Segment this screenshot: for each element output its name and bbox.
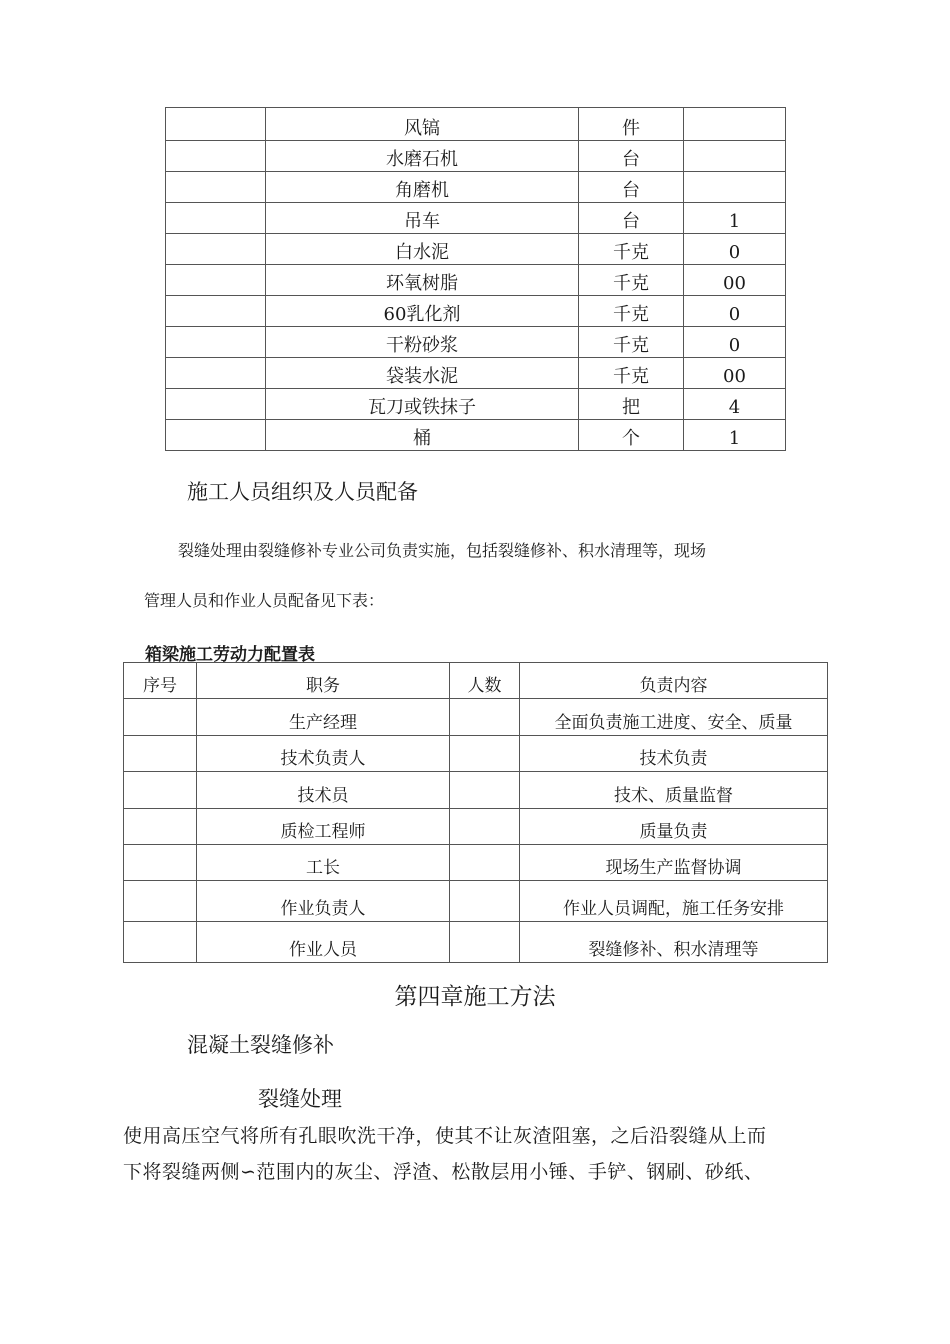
equipment-blank-cell	[166, 296, 266, 327]
labor-role-cell: 生产经理	[197, 699, 450, 736]
labor-row	[124, 699, 828, 736]
equipment-row	[166, 265, 786, 296]
header-duty: 负责内容	[520, 663, 828, 699]
equipment-qty-cell: 0	[684, 234, 786, 265]
labor-no-cell	[124, 809, 197, 845]
labor-duty-cell: 技术、质量监督	[520, 772, 828, 809]
labor-count-cell	[450, 699, 520, 736]
equipment-qty-cell: 4	[684, 389, 786, 420]
equipment-row	[166, 327, 786, 358]
paragraph-line-2: 管理人员和作业人员配备见下表：	[144, 591, 385, 610]
equipment-unit-cell: 把	[579, 389, 684, 420]
labor-row	[124, 881, 828, 922]
equipment-name-cell: 环氧树脂	[266, 265, 579, 296]
equipment-row	[166, 420, 786, 451]
equipment-qty-cell: 1	[684, 420, 786, 451]
equipment-blank-cell	[166, 172, 266, 203]
equipment-qty-cell: 0	[684, 327, 786, 358]
equipment-unit-cell: 台	[579, 141, 684, 172]
equipment-blank-cell	[166, 234, 266, 265]
header-no: 序号	[124, 663, 197, 699]
chapter-title: 第四章施工方法	[394, 984, 556, 1010]
equipment-unit-cell: 台	[579, 172, 684, 203]
equipment-blank-cell	[166, 389, 266, 420]
labor-no-cell	[124, 922, 197, 963]
equipment-blank-cell	[166, 141, 266, 172]
equipment-blank-cell	[166, 420, 266, 451]
equipment-blank-cell	[166, 108, 266, 141]
labor-count-cell	[450, 845, 520, 881]
labor-row	[124, 772, 828, 809]
equipment-row	[166, 234, 786, 265]
section-heading-repair: 混凝土裂缝修补	[187, 1033, 334, 1057]
labor-duty-cell: 全面负责施工进度、安全、质量	[520, 699, 828, 736]
equipment-qty-cell: 00	[684, 265, 786, 296]
labor-row	[124, 809, 828, 845]
equipment-blank-cell	[166, 358, 266, 389]
equipment-row	[166, 141, 786, 172]
equipment-name-cell: 60乳化剂	[266, 296, 579, 327]
labor-duty-cell: 现场生产监督协调	[520, 845, 828, 881]
labor-duty-cell: 作业人员调配，施工任务安排	[520, 881, 828, 922]
labor-duty-cell: 技术负责	[520, 736, 828, 772]
equipment-unit-cell: 千克	[579, 234, 684, 265]
labor-no-cell	[124, 881, 197, 922]
labor-role-cell: 技术员	[197, 772, 450, 809]
labor-row	[124, 845, 828, 881]
labor-role-cell: 作业负责人	[197, 881, 450, 922]
labor-role-cell: 质检工程师	[197, 809, 450, 845]
labor-no-cell	[124, 772, 197, 809]
labor-no-cell	[124, 845, 197, 881]
labor-duty-cell: 裂缝修补、积水清理等	[520, 922, 828, 963]
body-text-line-1: 使用高压空气将所有孔眼吹洗干净，使其不让灰渣阻塞，之后沿裂缝从上而	[123, 1125, 767, 1147]
equipment-qty-cell	[684, 108, 786, 141]
equipment-unit-cell: 千克	[579, 327, 684, 358]
equipment-unit-cell: 千克	[579, 358, 684, 389]
labor-role-cell: 技术负责人	[197, 736, 450, 772]
equipment-qty-cell: 1	[684, 203, 786, 234]
equipment-unit-cell: 个	[579, 420, 684, 451]
equipment-unit-cell: 台	[579, 203, 684, 234]
labor-role-cell: 工长	[197, 845, 450, 881]
equipment-unit-cell: 件	[579, 108, 684, 141]
equipment-table	[165, 107, 786, 451]
section-heading-staff: 施工人员组织及人员配备	[187, 480, 418, 504]
body-text-line-2: 下将裂缝两侧∽范围内的灰尘、浮渣、松散层用小锤、手铲、钢刷、砂纸、	[123, 1161, 764, 1183]
equipment-unit-cell: 千克	[579, 265, 684, 296]
equipment-name-cell: 袋装水泥	[266, 358, 579, 389]
paragraph-line-1: 裂缝处理由裂缝修补专业公司负责实施，包括裂缝修补、积水清理等，现场	[178, 541, 707, 560]
equipment-row	[166, 203, 786, 234]
header-count: 人数	[450, 663, 520, 699]
labor-count-cell	[450, 772, 520, 809]
equipment-name-cell: 干粉砂浆	[266, 327, 579, 358]
labor-row	[124, 736, 828, 772]
equipment-row	[166, 358, 786, 389]
equipment-qty-cell: 00	[684, 358, 786, 389]
equipment-blank-cell	[166, 203, 266, 234]
equipment-blank-cell	[166, 265, 266, 296]
equipment-row	[166, 172, 786, 203]
equipment-name-cell: 风镐	[266, 108, 579, 141]
header-role: 职务	[197, 663, 450, 699]
subsection-heading-crack: 裂缝处理	[258, 1087, 342, 1111]
equipment-qty-cell: 0	[684, 296, 786, 327]
equipment-unit-cell: 千克	[579, 296, 684, 327]
labor-role-cell: 作业人员	[197, 922, 450, 963]
labor-no-cell	[124, 736, 197, 772]
equipment-row	[166, 108, 786, 141]
labor-duty-cell: 质量负责	[520, 809, 828, 845]
labor-row	[124, 922, 828, 963]
equipment-name-cell: 水磨石机	[266, 141, 579, 172]
labor-table	[123, 662, 828, 963]
equipment-name-cell: 吊车	[266, 203, 579, 234]
labor-count-cell	[450, 736, 520, 772]
equipment-blank-cell	[166, 327, 266, 358]
equipment-name-cell: 角磨机	[266, 172, 579, 203]
labor-count-cell	[450, 809, 520, 845]
equipment-name-cell: 白水泥	[266, 234, 579, 265]
labor-count-cell	[450, 881, 520, 922]
equipment-name-cell: 瓦刀或铁抹子	[266, 389, 579, 420]
equipment-row	[166, 389, 786, 420]
labor-no-cell	[124, 699, 197, 736]
equipment-qty-cell	[684, 141, 786, 172]
equipment-qty-cell	[684, 172, 786, 203]
labor-table-caption: 箱梁施工劳动力配置表	[145, 645, 315, 665]
equipment-name-cell: 桶	[266, 420, 579, 451]
equipment-row	[166, 296, 786, 327]
labor-count-cell	[450, 922, 520, 963]
